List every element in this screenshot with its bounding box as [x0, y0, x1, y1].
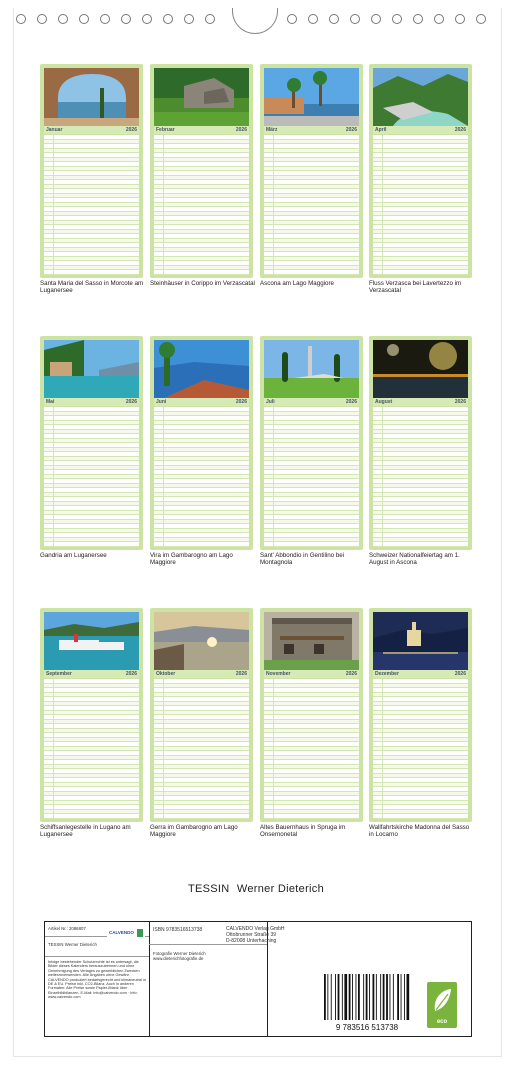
barcode-bar — [349, 974, 351, 1020]
month-photo — [44, 612, 139, 670]
month-year: 2026 — [235, 127, 247, 133]
barcode-bar — [338, 974, 340, 1020]
eco-label: eco — [436, 1019, 448, 1025]
month-card-frame — [40, 64, 143, 278]
calvendo-logo — [107, 925, 145, 935]
month-name: Januar — [46, 127, 63, 133]
day-rows — [373, 407, 468, 547]
binding-hole — [121, 14, 131, 24]
month-year: 2026 — [125, 671, 137, 677]
publisher-street: Ottobrunner Straße 39 — [226, 932, 277, 938]
month-name: September — [46, 671, 72, 677]
month-photo — [154, 68, 249, 126]
month-year: 2026 — [125, 127, 137, 133]
month-header — [264, 126, 359, 134]
barcode-bar — [342, 974, 343, 1020]
barcode — [320, 972, 414, 1034]
month-caption: Altes Bauernhaus in Sprugа im Onsernonetal — [260, 824, 346, 838]
month-header — [44, 398, 139, 406]
month-card-frame — [369, 608, 472, 822]
product-name: TESSIN Werner Dieterich — [48, 942, 97, 947]
calendar-title — [0, 883, 512, 895]
divider — [149, 922, 150, 1036]
binding-hole — [163, 14, 173, 24]
month-name: Dezember — [375, 671, 399, 677]
month-photo — [264, 612, 359, 670]
month-header — [264, 670, 359, 678]
day-rows — [264, 135, 359, 275]
month-name: Juli — [266, 399, 275, 405]
day-row — [154, 814, 249, 819]
day-row — [154, 542, 249, 547]
month-card-frame — [260, 64, 363, 278]
binding-hole — [16, 14, 26, 24]
eco-logo — [427, 982, 457, 1028]
binding-hole — [350, 14, 360, 24]
binding-hole — [287, 14, 297, 24]
month-card-frame — [260, 608, 363, 822]
day-rows — [44, 407, 139, 547]
month-year: 2026 — [454, 127, 466, 133]
barcode-bar — [404, 974, 405, 1020]
month-name: August — [375, 399, 393, 405]
title-text: TESSIN — [187, 883, 230, 895]
day-row — [373, 814, 468, 819]
day-row — [264, 270, 359, 275]
month-year: 2026 — [454, 671, 466, 677]
binding-hole — [455, 14, 465, 24]
barcode-number: 9 783516 513738 — [335, 1023, 399, 1032]
month-caption: Steinhäuser in Corippo im Verzascatal — [150, 280, 255, 287]
month-photo — [373, 612, 468, 670]
barcode-bar — [344, 974, 347, 1020]
month-photo — [44, 340, 139, 398]
month-header — [154, 398, 249, 406]
month-caption: Fluss Verzasca bei Lavertezzo im Verzascatal — [369, 280, 462, 294]
publisher-name: CALVENDO Verlag GmbH — [226, 926, 285, 932]
day-rows — [154, 679, 249, 819]
binding-hole — [205, 14, 215, 24]
month-card-frame — [150, 336, 253, 550]
month-header — [264, 398, 359, 406]
day-rows — [373, 679, 468, 819]
day-row — [44, 542, 139, 547]
binding-hole — [58, 14, 68, 24]
divider — [149, 944, 267, 945]
barcode-bar — [369, 974, 370, 1020]
binding-hole — [476, 14, 486, 24]
barcode-bar — [376, 974, 377, 1020]
month-year: 2026 — [345, 399, 357, 405]
month-photo — [264, 340, 359, 398]
month-header — [44, 126, 139, 134]
month-header — [373, 670, 468, 678]
binding-hole — [392, 14, 402, 24]
day-row — [44, 270, 139, 275]
barcode-bar — [390, 974, 391, 1020]
day-rows — [264, 407, 359, 547]
month-year: 2026 — [454, 399, 466, 405]
day-rows — [154, 135, 249, 275]
month-name: Februar — [156, 127, 175, 133]
month-caption: Vira im Gambarogno am Lago Maggiore — [150, 552, 233, 566]
author-text: Werner Dieterich — [236, 883, 324, 895]
month-header — [154, 126, 249, 134]
barcode-bar — [383, 974, 385, 1020]
binding-hole — [371, 14, 381, 24]
month-caption: Gandria am Luganersee — [40, 552, 107, 559]
month-card-frame — [369, 336, 472, 550]
month-photo — [154, 340, 249, 398]
month-caption: Wallfahrtskirche Madonna del Sasso in Locarno — [369, 824, 470, 838]
month-card-frame — [369, 64, 472, 278]
month-header — [44, 670, 139, 678]
barcode-bar — [327, 974, 328, 1020]
day-row — [44, 814, 139, 819]
month-caption: Schiffsanlegestelle in Lugano am Luganersee — [40, 824, 131, 838]
day-rows — [373, 135, 468, 275]
publisher-city: D-82008 Unterhaching — [226, 938, 277, 944]
imprint-box — [44, 921, 472, 1037]
isbn: ISBN 9783516513738 — [153, 927, 203, 933]
month-name: Oktober — [156, 671, 176, 677]
month-card-frame — [150, 64, 253, 278]
binding-hole — [142, 14, 152, 24]
legal-text: Infolge bestehender Schutzrechte ist es untersagt, die Bilder dieses Kalenders herauszutrennen und ohne Genehmigung des Verlages zu gewerblichen Zwecken weiterzuverwenden. Alle Angaben ohne Gewähr. CALVENDO produziert bedarfsgerecht und klimaneutral in DE & EU. Preise inkl. CO2-Bilanz. Auch in anderen Formaten: Alle Preise sowie Papier-Bilanz über Einzelbildbilanzen. E-Mail: info@calvendo.com · Info: www.calvendo.com — [48, 960, 146, 1000]
month-photo — [154, 612, 249, 670]
day-rows — [154, 407, 249, 547]
binding-hole — [308, 14, 318, 24]
month-name: März — [266, 127, 278, 133]
month-card-frame — [40, 608, 143, 822]
binding-hole — [184, 14, 194, 24]
month-header — [154, 670, 249, 678]
month-photo — [264, 68, 359, 126]
day-row — [373, 270, 468, 275]
day-row — [264, 814, 359, 819]
month-caption: Ascona am Lago Maggiore — [260, 280, 334, 287]
binding-hole — [79, 14, 89, 24]
month-year: 2026 — [235, 399, 247, 405]
binding-hole — [100, 14, 110, 24]
barcode-bar — [401, 974, 402, 1020]
day-rows — [264, 679, 359, 819]
barcode-bar — [352, 974, 353, 1020]
month-year: 2026 — [345, 671, 357, 677]
month-card-frame — [40, 336, 143, 550]
day-row — [373, 542, 468, 547]
month-name: April — [375, 127, 387, 133]
month-photo — [373, 68, 468, 126]
barcode-bar — [366, 974, 368, 1020]
month-year: 2026 — [235, 671, 247, 677]
binding-hole — [37, 14, 47, 24]
month-header — [373, 126, 468, 134]
month-year: 2026 — [125, 399, 137, 405]
binding-hole — [413, 14, 423, 24]
barcode-bar — [335, 974, 336, 1020]
barcode-bar — [373, 974, 375, 1020]
day-rows — [44, 679, 139, 819]
binding-hole — [434, 14, 444, 24]
month-caption: Sant' Abbondio in Gentilino bei Montagnola — [260, 552, 345, 566]
month-card-frame — [260, 336, 363, 550]
barcode-bar — [324, 974, 326, 1020]
website: www.dieterichfotografie.de — [153, 956, 204, 961]
divider — [45, 956, 149, 957]
barcode-bar — [380, 974, 381, 1020]
binding-hole — [329, 14, 339, 24]
barcode-bar — [331, 974, 332, 1020]
logo-text: CALVENDO — [109, 930, 134, 935]
month-name: Mai — [46, 399, 55, 405]
day-row — [264, 542, 359, 547]
barcode-bar — [358, 974, 360, 1020]
barcode-bar — [397, 974, 399, 1020]
day-row — [154, 270, 249, 275]
month-header — [373, 398, 468, 406]
month-name: Juni — [156, 399, 167, 405]
photographer: Fotografie Werner Dieterich — [153, 951, 206, 956]
barcode-bar — [386, 974, 388, 1020]
month-photo — [373, 340, 468, 398]
barcode-bar — [407, 974, 410, 1020]
article-number: Artikel Nr.: 2086807 — [48, 926, 86, 931]
month-card-frame — [150, 608, 253, 822]
barcode-bar — [393, 974, 394, 1020]
barcode-bar — [356, 974, 357, 1020]
month-year: 2026 — [345, 127, 357, 133]
month-name: November — [266, 671, 291, 677]
month-caption: Schweizer Nationalfeiertag am 1. August in Ascona — [369, 552, 460, 566]
month-caption: Santa Maria del Sasso in Morcote am Luganersee — [40, 280, 144, 294]
day-rows — [44, 135, 139, 275]
month-photo — [44, 68, 139, 126]
month-caption: Gerra im Gambarogno am Lago Maggiore — [150, 824, 238, 838]
barcode-bar — [363, 974, 364, 1020]
